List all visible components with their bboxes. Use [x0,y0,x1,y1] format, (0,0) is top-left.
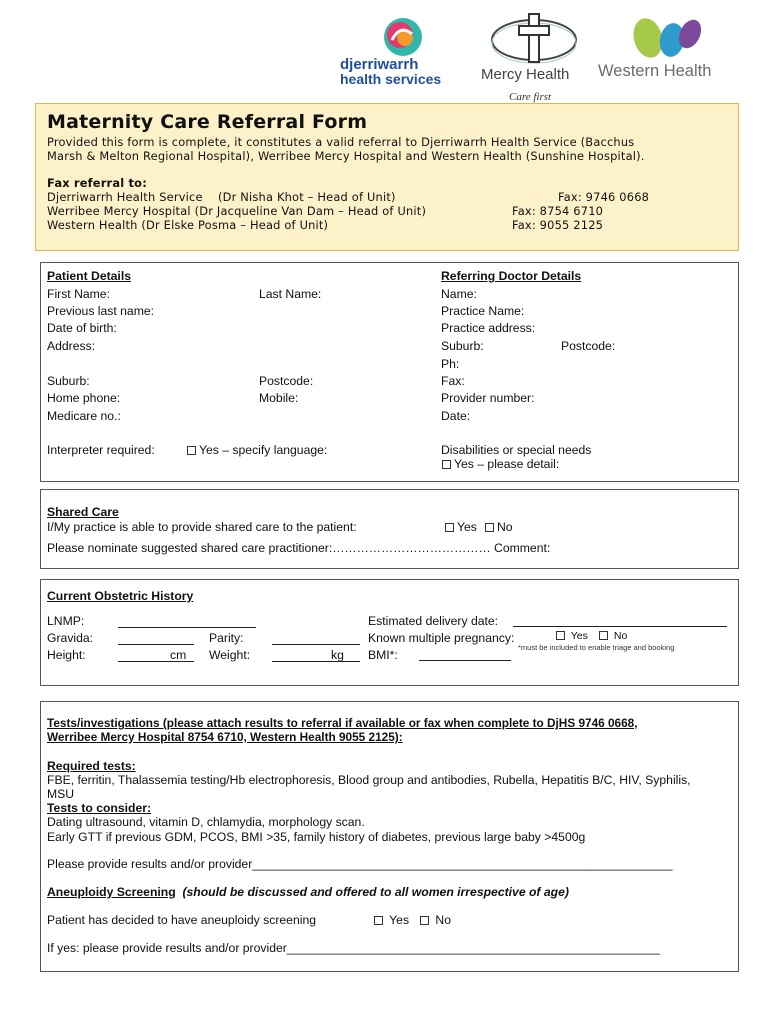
multiple-pregnancy-label: Known multiple pregnancy: [368,631,515,645]
djerriwarrh-name-line2: health services [340,71,442,87]
fax-org-1: Djerriwarrh Health Service (Dr Nisha Khot – Head of Unit) [47,190,396,204]
provider-number-label[interactable]: Provider number: [441,391,535,405]
doctor-suburb-label[interactable]: Suburb: [441,339,484,353]
djerriwarrh-logo [340,14,470,90]
gravida-label: Gravida: [47,631,94,645]
obstetric-box [40,579,739,686]
fax-org-3: Western Health (Dr Elske Posma – Head of Unit) [47,218,329,232]
tests-heading-line2: Werribee Mercy Hospital 8754 6710, Western Health 9055 2125): [47,730,403,744]
fax-number-2: Fax: 8754 6710 [512,204,604,218]
mercy-health-name: Mercy Health [481,66,570,83]
shared-care-box [40,489,739,569]
bmi-field[interactable] [419,660,511,661]
fax-heading: Fax referral to: [47,176,147,190]
shared-care-no-label: No [497,520,513,534]
patient-heading: Patient Details [47,269,131,283]
aneuploidy-no-checkbox[interactable] [420,916,429,925]
height-label: Height: [47,648,86,662]
lnmp-field[interactable] [118,627,256,628]
interpreter-option-label: Yes – specify language: [199,443,328,457]
address-label[interactable]: Address: [47,339,96,353]
disabilities-label: Disabilities or special needs [441,443,592,457]
mercy-health-logo [475,8,593,106]
edd-field[interactable] [513,626,727,627]
weight-unit: kg [331,648,344,662]
weight-field[interactable] [272,661,360,662]
required-tests-line2: MSU [47,787,75,801]
shared-care-no-checkbox[interactable] [485,523,494,532]
page-title: Maternity Care Referral Form [47,111,368,133]
patient-postcode-label[interactable]: Postcode: [259,374,314,388]
disabilities-option-label: Yes – please detail: [454,457,560,471]
djerriwarrh-swirl-icon [378,16,428,58]
fax-number-3: Fax: 9055 2125 [512,218,604,232]
tests-heading-line1: Tests/investigations (please attach results to referral if available or fax when complete to DjHS 9746 0668, [47,716,638,730]
aneuploidy-heading-row [47,885,569,899]
interpreter-option[interactable] [187,443,327,457]
shared-care-nominate[interactable]: Please nominate suggested shared care practitioner:………………………………… Comment: [47,541,551,555]
djerriwarrh-name-line1: djerriwarrh [340,56,419,73]
mercy-cross-icon [489,10,579,68]
mercy-health-tagline: Care first [509,91,552,103]
multiple-no-label: No [613,630,628,642]
multiple-yes-checkbox[interactable] [556,631,565,640]
doctor-heading: Referring Doctor Details [441,269,582,283]
patient-suburb-label[interactable]: Suburb: [47,374,90,388]
multiple-no[interactable] [599,630,627,642]
previous-last-name-label[interactable]: Previous last name: [47,304,155,318]
multiple-yes[interactable] [556,630,588,642]
parity-label: Parity: [209,631,244,645]
required-tests-heading: Required tests: [47,759,136,773]
tests-box [40,701,739,972]
dob-label[interactable]: Date of birth: [47,321,117,335]
shared-care-heading: Shared Care [47,505,119,519]
results-provider-field[interactable]: Please provide results and/or provider______________________________________________________________ [47,857,673,871]
intro-line-1: Provided this form is complete, it constitutes a valid referral to Djerriwarrh Health Service (Bacchus [47,135,635,149]
patient-decided-label: Patient has decided to have aneuploidy screening [47,913,316,927]
aneuploidy-yes-checkbox[interactable] [374,916,383,925]
western-health-name: Western Health [598,62,712,80]
bmi-label: BMI*: [368,648,398,662]
doctor-phone-label[interactable]: Ph: [441,357,460,371]
height-unit: cm [170,648,187,662]
aneuploidy-yes[interactable] [374,913,409,927]
disabilities-option[interactable] [442,457,559,471]
intro-line-2: Marsh & Melton Regional Hospital), Werribee Mercy Hospital and Western Health (Sunshine Hospital). [47,149,645,163]
aneuploidy-heading: Aneuploidy Screening [47,885,176,899]
aneuploidy-yes-label: Yes [389,913,410,927]
home-phone-label[interactable]: Home phone: [47,391,121,405]
first-name-label[interactable]: First Name: [47,287,110,301]
doctor-postcode-label[interactable]: Postcode: [561,339,616,353]
bmi-footnote: *must be included to enable triage and booking [518,643,675,652]
patient-doctor-box [40,262,739,482]
shared-care-yes[interactable] [445,520,477,534]
if-yes-provider-field[interactable]: If yes: please provide results and/or provider_______________________________________________________ [47,941,660,955]
consider-tests-heading: Tests to consider: [47,801,152,815]
gravida-field[interactable] [118,644,194,645]
doctor-fax-label[interactable]: Fax: [441,374,465,388]
practice-name-label[interactable]: Practice Name: [441,304,525,318]
shared-care-yes-label: Yes [457,520,477,534]
date-label[interactable]: Date: [441,409,471,423]
last-name-label[interactable]: Last Name: [259,287,322,301]
fax-org-2: Werribee Mercy Hospital (Dr Jacqueline Van Dam – Head of Unit) [47,204,427,218]
practice-address-label[interactable]: Practice address: [441,321,536,335]
weight-label: Weight: [209,648,251,662]
aneuploidy-no[interactable] [420,913,451,927]
header-box [35,103,739,251]
shared-care-yes-checkbox[interactable] [445,523,454,532]
aneuploidy-no-label: No [435,913,451,927]
parity-field[interactable] [272,644,360,645]
mobile-label[interactable]: Mobile: [259,391,299,405]
western-health-logo [598,14,738,84]
obstetric-heading: Current Obstetric History [47,589,194,603]
disabilities-checkbox[interactable] [442,460,451,469]
multiple-yes-label: Yes [570,630,588,642]
consider-tests-line2: Early GTT if previous GDM, PCOS, BMI >35, family history of diabetes, previous large baby >4500g [47,830,586,844]
edd-label: Estimated delivery date: [368,614,499,628]
fax-number-1: Fax: 9746 0668 [558,190,650,204]
doctor-name-label[interactable]: Name: [441,287,477,301]
lnmp-label: LNMP: [47,614,85,628]
shared-care-no[interactable] [485,520,513,534]
medicare-label[interactable]: Medicare no.: [47,409,121,423]
shared-care-question: I/My practice is able to provide shared care to the patient: [47,520,357,534]
required-tests-line1: FBE, ferritin, Thalassemia testing/Hb electrophoresis, Blood group and antibodies, Rubella, Hepatitis B/C, HIV, Syphilis, [47,773,691,787]
interpreter-label: Interpreter required: [47,443,155,457]
multiple-no-checkbox[interactable] [599,631,608,640]
aneuploidy-note: (should be discussed and offered to all women irrespective of age) [182,885,569,899]
consider-tests-line1: Dating ultrasound, vitamin D, chlamydia, morphology scan. [47,815,365,829]
interpreter-checkbox[interactable] [187,446,196,455]
western-leaves-icon [626,16,706,62]
